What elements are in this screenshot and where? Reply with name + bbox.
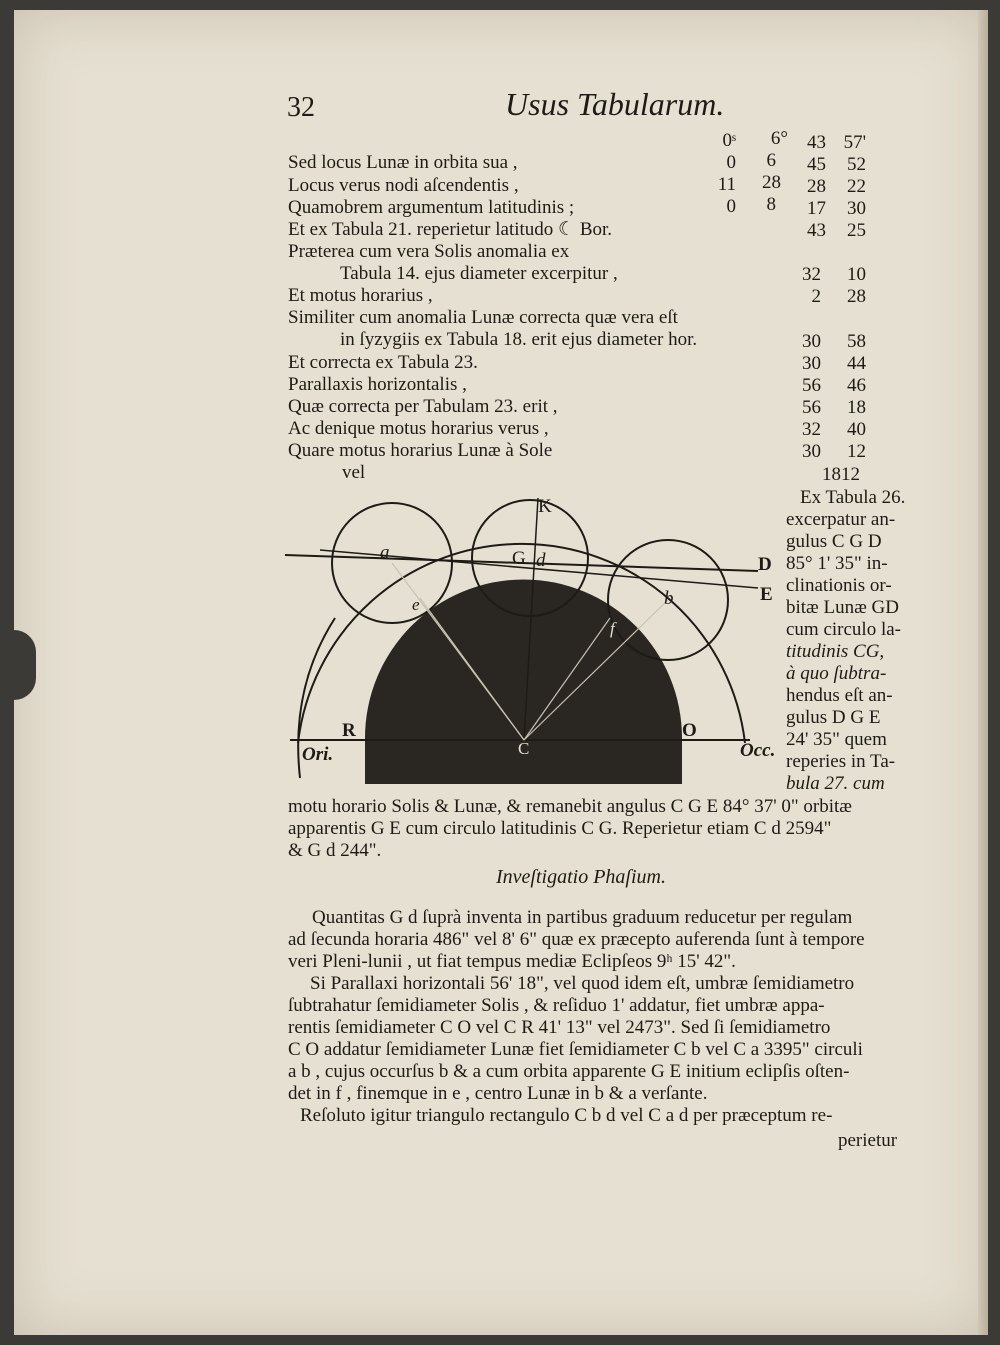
text-line: det in f , finemque in e , centro Lunæ in b & a verſante. (288, 1083, 708, 1104)
cell: 30 (847, 198, 866, 219)
cell: 45 (807, 154, 826, 175)
cell: 40 (847, 419, 866, 440)
table-row-label: Ac denique motus horarius verus , (288, 418, 549, 439)
text-line: a b , cujus occurſus b & a cum orbita apparente G E initium eclipſis oſten- (288, 1061, 850, 1082)
section-title: Inveſtigatio Phaſium. (496, 866, 666, 888)
side-line: reperies in Ta- (786, 751, 896, 772)
text-line: ad ſecunda horaria 486" vel 8' 6" quæ ex præcepto auferenda ſunt à tempore (288, 929, 865, 950)
cell: 0 (726, 196, 736, 217)
text-line: Si Parallaxi horizontali 56' 18", vel quod idem eſt, umbræ ſemidiametro (310, 973, 855, 994)
label-O: O (682, 720, 697, 741)
cell: 1812 (822, 464, 860, 485)
cell: 32 (802, 419, 821, 440)
cell: 17 (807, 198, 826, 219)
cell: 28 (762, 172, 781, 193)
side-line: Ex Tabula 26. (800, 487, 906, 508)
cell: 18 (847, 397, 866, 418)
text-line: Quantitas G d ſuprà inventa in partibus graduum reducetur per regulam (312, 907, 853, 928)
cell: 0 (726, 152, 736, 173)
cell: 28 (847, 286, 866, 307)
cell: 25 (847, 220, 866, 241)
cell: 11 (717, 174, 736, 195)
table-row-label: Et motus horarius , (288, 285, 433, 306)
table-row-label: in ſyzygiis ex Tabula 18. erit ejus diameter hor. (340, 329, 698, 350)
side-line: excerpatur an- (786, 509, 896, 530)
cell: 10 (847, 264, 866, 285)
cell: 58 (847, 331, 866, 352)
top-c3: 43 (807, 132, 826, 153)
page-title: Usus Tabularum. (505, 86, 725, 122)
page-edge (978, 10, 988, 1335)
table-row-label: Tabula 14. ejus diameter excerpitur , (340, 263, 618, 284)
table-row-label: Et correcta ex Tabula 23. (288, 352, 478, 373)
table-row-label: Sed locus Lunæ in orbita sua , (288, 152, 518, 173)
side-line: 85° 1' 35" in- (786, 553, 888, 574)
side-line: à quo ſubtra- (786, 663, 887, 684)
cell: 52 (847, 154, 866, 175)
text-line: veri Pleni-lunii , ut fiat tempus mediæ Eclipſeos 9ʰ 15' 42". (288, 951, 736, 972)
cell: 30 (802, 353, 821, 374)
text-line: Reſoluto igitur triangulo rectangulo C b d vel C a d per præceptum re- (300, 1105, 833, 1126)
table-row-label: Et ex Tabula 21. reperietur latitudo ☾ Bor. (288, 219, 613, 240)
text-line: rentis ſemidiameter C O vel C R 41' 13" vel 2473". Sed ſi ſemidiametro (288, 1017, 831, 1038)
label-ori: Ori. (302, 744, 334, 765)
table-row-label: Parallaxis horizontalis , (288, 374, 467, 395)
text-line: C O addatur ſemidiameter Lunæ fiet ſemidiameter C b vel C a 3395" circuli (288, 1039, 863, 1060)
side-line: titudinis CG, (786, 641, 885, 662)
side-line: hendus eſt an- (786, 685, 893, 706)
top-c2: 6° (770, 128, 788, 149)
side-line: 24' 35" quem (786, 729, 887, 750)
side-line: bula 27. cum (786, 773, 885, 794)
side-line: gulus D G E (786, 707, 881, 728)
label-d: d (536, 550, 546, 571)
table-row-label: Præterea cum vera Solis anomalia ex (288, 241, 570, 262)
cell: 12 (847, 441, 866, 462)
cell: 56 (802, 375, 821, 396)
label-b: b (664, 588, 674, 609)
text-line: apparentis G E cum circulo latitudinis C G. Reperietur etiam C d 2594" (288, 818, 832, 839)
cell: 56 (802, 397, 821, 418)
table-row-label: vel (342, 462, 366, 483)
cell: 6 (766, 150, 776, 171)
label-K: K (538, 496, 552, 517)
page-number: 32 (287, 92, 315, 123)
label-f: f (610, 619, 615, 638)
cell: 46 (847, 375, 866, 396)
cell: 44 (847, 353, 866, 374)
label-a: a (380, 542, 390, 563)
table-row-label: Locus verus nodi aſcendentis , (288, 175, 519, 196)
cell: 2 (811, 286, 821, 307)
text-line: motu horario Solis & Lunæ, & remanebit angulus C G E 84° 37' 0" orbitæ (288, 796, 852, 817)
cell: 8 (766, 194, 776, 215)
side-line: clinationis or- (786, 575, 892, 596)
text-line: & G d 244". (288, 840, 382, 861)
table-row-label: Quare motus horarius Lunæ à Sole (288, 440, 553, 461)
text-line: ſubtrahatur ſemidiameter Solis , & reſiduo 1' addatur, fiet umbræ appa- (288, 995, 825, 1016)
cell: 43 (807, 220, 826, 241)
label-E: E (760, 584, 773, 605)
binding-clip (14, 630, 36, 700)
top-c4: 57' (843, 132, 866, 153)
table-row-label: Quamobrem argumentum latitudinis ; (288, 197, 575, 218)
label-D: D (758, 554, 772, 575)
label-G: G (512, 548, 526, 569)
side-line: cum circulo la- (786, 619, 902, 640)
cell: 28 (807, 176, 826, 197)
label-occ: Occ. (740, 740, 776, 761)
side-line: gulus C G D (786, 531, 882, 552)
cell: 30 (802, 331, 821, 352)
cell: 32 (802, 264, 821, 285)
table-row-label: Quæ correcta per Tabulam 23. erit , (288, 396, 558, 417)
catchword: perietur (838, 1130, 898, 1151)
table-row-label: Similiter cum anomalia Lunæ correcta quæ vera eſt (288, 307, 678, 328)
label-R: R (342, 720, 356, 741)
label-C: C (518, 739, 530, 758)
eclipse-diagram (280, 488, 780, 798)
label-e: e (412, 595, 420, 614)
cell: 22 (847, 176, 866, 197)
cell: 30 (802, 441, 821, 462)
side-line: bitæ Lunæ GD (786, 597, 899, 618)
top-c1: 0ˢ (722, 130, 736, 151)
